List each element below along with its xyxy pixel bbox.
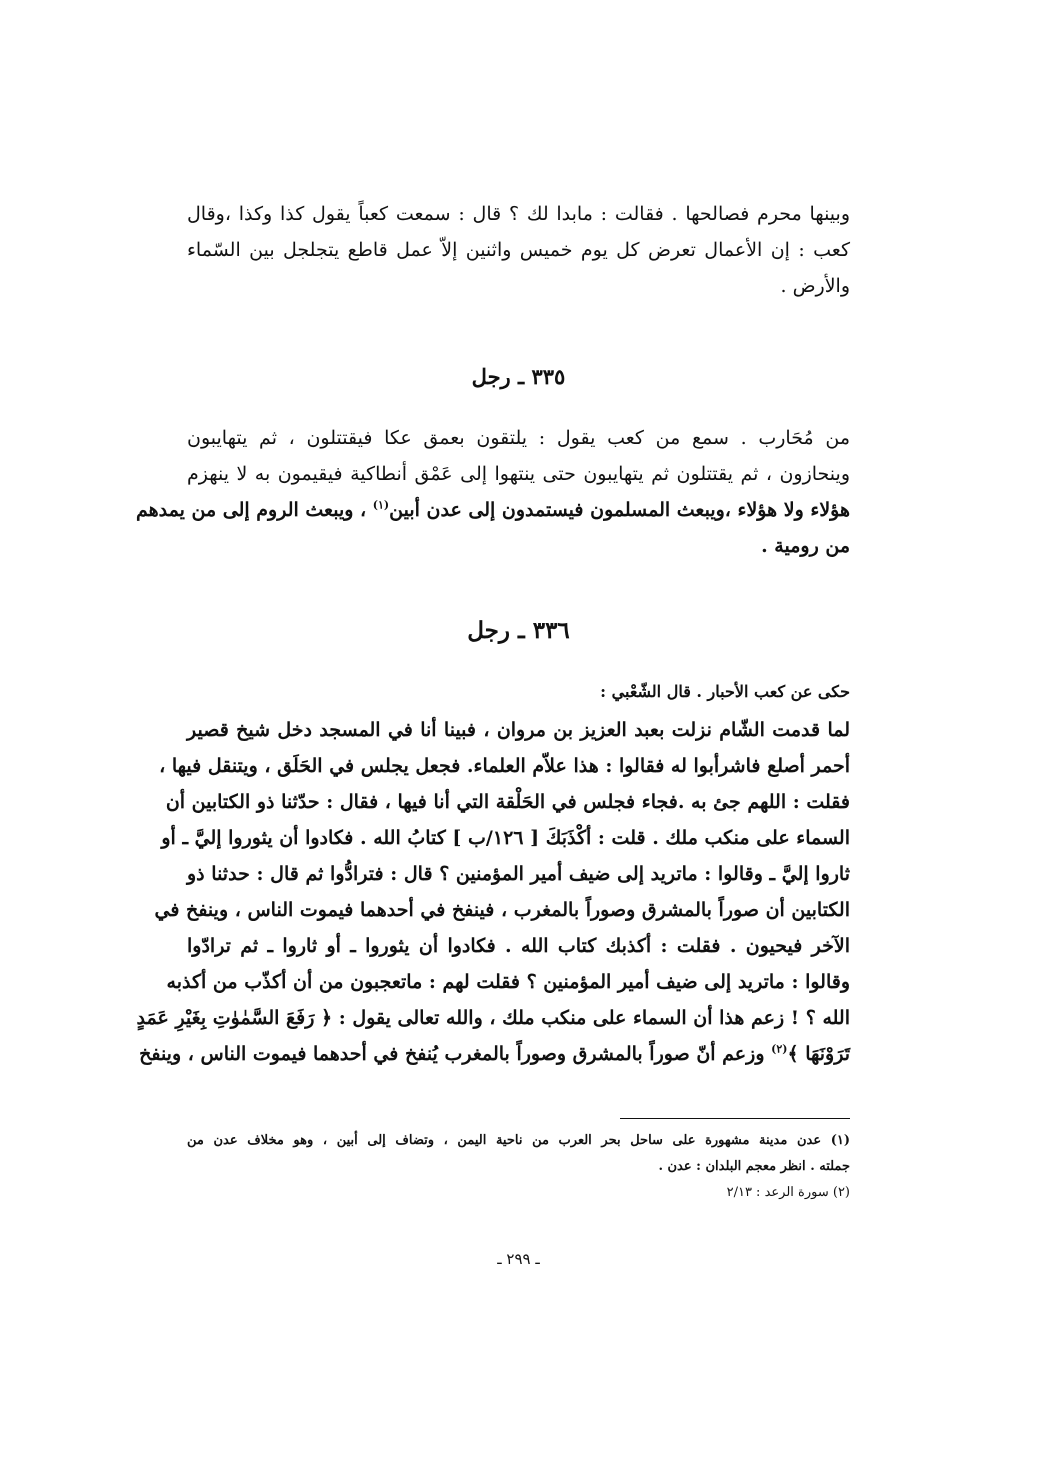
paragraph-line: الله ؟ ! زعم هذا أن السماء على منكب ملك ، والله تعالى يقول : ﴿ رَفَعَ السَّمٰوٰتِ بِغَيْرِ عَمَدٍ — [136, 1007, 850, 1029]
paragraph-line: ثاروا إليَّ ـ وقالوا : ماتريد إلى ضيف أمير المؤمنين ؟ قال : فترادُّوا ثم قال : حدثنا ذو — [187, 863, 850, 885]
footnote-line: (٢) سورة الرعد : ٢/١٣ — [726, 1185, 850, 1200]
section-336-body — [136, 712, 850, 1072]
paragraph-line: وبينها محرم فصالحها . فقالت : مابدا لك ؟ قال : سمعت كعباً يقول كذا وكذا ،وقال — [187, 203, 850, 225]
paragraph-line: الآخر فيحيون . فقلت : أكذبك كتاب الله . فكادوا أن يثوروا ـ أو ثاروا ـ ثم ترادّوا — [187, 935, 850, 957]
paragraph-line: أحمر أصلع فاشرأبوا له فقالوا : هذا علاّم العلماء. فجعل يجلس في الحَلَق ، ويتنقل فيها ، — [159, 755, 850, 777]
section-heading-336: ٣٣٦ ـ رجل — [467, 617, 570, 644]
section-335-body — [135, 420, 850, 564]
paragraph-line: فقلت : اللهم جئ به .فجاء فجلس في الحَلْقة التي أنا فيها ، فقال : حدّثنا ذو الكتابين أن — [165, 791, 850, 813]
section-336-intro — [187, 674, 850, 710]
footnote-divider — [620, 1118, 850, 1119]
paragraph-line: والأرض . — [780, 275, 850, 297]
paragraph-line: الكتابين أن صوراً بالمشرق وصوراً بالمغرب ، فينفخ في أحدهما فيموت الناس ، وينفخ في — [154, 899, 850, 921]
paragraph-line-with-footnote — [135, 492, 850, 528]
line-text: تَرَوْنَهَا ﴾ — [787, 1043, 850, 1065]
paragraph-line: وقالوا : ماتريد إلى ضيف أمير المؤمنين ؟ فقلت لهم : ماتعجبون من أن أكذّب من أكذبه — [166, 971, 850, 993]
section-heading-335: ٣٣٥ ـ رجل — [471, 364, 566, 389]
footnote-line: جملته . انظر معجم البلدان : عدن . — [658, 1159, 850, 1174]
paragraph-line-with-footnote — [139, 1036, 850, 1072]
footnote-mark: (١) — [372, 498, 390, 512]
paragraph-line: من رومية . — [761, 535, 850, 557]
footnote-mark: (٢) — [771, 1042, 788, 1056]
intro-line: حكى عن كعب الأحبار . قال الشّعْبي : — [600, 682, 850, 701]
paragraph-line: السماء على منكب ملك . قلت : أكْذَبَكَ [ ١٢٦/ب ] كتابُ الله . فكادوا أن يثوروا إليَّ ـ أو — [161, 827, 850, 849]
line-text: هؤلاء ولا هؤلاء ،ويبعث المسلمون فيستمدون إلى عدن أبين — [389, 499, 850, 521]
footnote-line: (١) عدن مدينة مشهورة على ساحل بحر العرب من ناحية اليمن ، وتضاف إلى أبين ، وهو مخلاف عدن من — [187, 1133, 850, 1148]
paragraph-line: من مُحَارب . سمع من كعب يقول : يلتقون بعمق عكا فيقتتلون ، ثم يتهايبون — [187, 427, 850, 449]
top-paragraph — [187, 196, 850, 304]
page-number: ـ ٢٩٩ ـ — [497, 1250, 540, 1268]
line-text-tail: وزعم أنّ صوراً بالمشرق وصوراً بالمغرب يُنفخ في أحدهما فيموت الناس ، وينفخ — [139, 1043, 772, 1065]
paragraph-line: لما قدمت الشّام نزلت بعبد العزيز بن مروان ، فبينا أنا في المسجد دخل شيخ قصير — [187, 719, 850, 741]
footnotes — [187, 1128, 850, 1206]
paragraph-line: كعب : إن الأعمال تعرض كل يوم خميس واثنين إلاّ عمل قاطع يتجلجل بين السّماء — [187, 239, 850, 261]
line-text-tail: ، ويبعث الروم إلى من يمدهم — [135, 499, 373, 521]
paragraph-line: وينحازون ، ثم يقتتلون ثم يتهايبون حتى ينتهوا إلى عَمْق أنطاكية فيقيمون به لا ينهزم — [187, 463, 850, 485]
